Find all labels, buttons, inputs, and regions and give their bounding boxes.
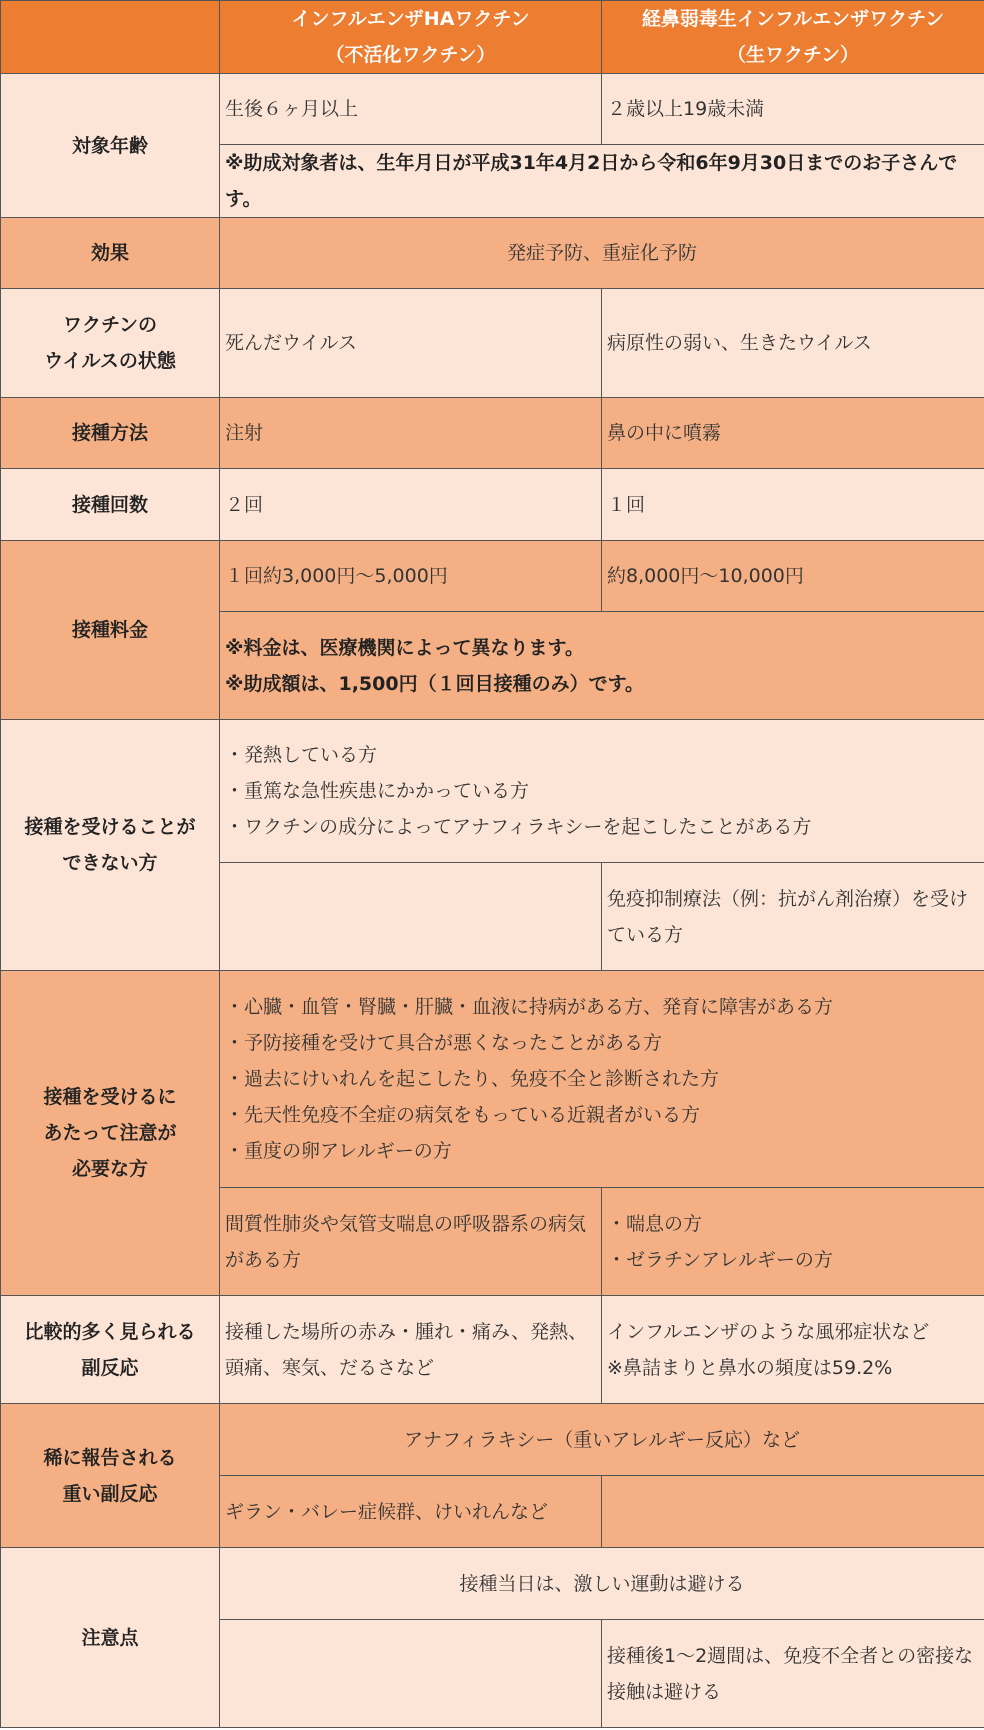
rare-label-line2: 重い副反応 [62, 1482, 158, 1505]
cannot-col2: 免疫抑制療法（例：抗がん剤治療）を受けている方 [602, 863, 984, 971]
cannot-label-line2: できない方 [62, 852, 158, 874]
effect-label: 効果 [1, 218, 220, 289]
rare-label-line1: 稀に報告される [43, 1446, 177, 1469]
caution-label-line1: 接種を受けるに [43, 1086, 177, 1108]
count-row [1, 469, 984, 541]
cannot-label [1, 720, 220, 971]
count-col2: １回 [602, 469, 984, 541]
caution-label [1, 971, 220, 1296]
header-col2-line1: 経鼻弱毒生インフルエンザワクチン [641, 8, 945, 30]
list-item: ・重篤な急性疾患にかかっている方 [225, 780, 530, 802]
fee-col1: １回約3,000円～5,000円 [220, 541, 602, 612]
list-item: ・ワクチンの成分によってアナフィラキシーを起こしたことがある方 [225, 816, 812, 838]
header-row [1, 1, 984, 74]
side-label [1, 1296, 220, 1404]
notes-both: 接種当日は、激しい運動は避ける [220, 1548, 984, 1620]
rare-row [1, 1404, 984, 1476]
fee-row [1, 541, 984, 612]
header-corner [1, 1, 220, 74]
cannot-row [1, 720, 984, 863]
side-col2-line2: ※鼻詰まりと鼻水の頻度は59.2% [607, 1356, 893, 1379]
virus-label-line1: ワクチンの [62, 314, 158, 336]
virus-col2: 病原性の弱い、生きたウイルス [602, 289, 984, 398]
notes-label: 注意点 [1, 1548, 220, 1728]
list-item: ・先天性免疫不全症の病気をもっている近親者がいる方 [225, 1104, 701, 1126]
fee-col2: 約8,000円～10,000円 [602, 541, 984, 612]
list-item: ・ゼラチンアレルギーの方 [607, 1248, 833, 1271]
header-col1-line2: （不活化ワクチン） [325, 44, 496, 66]
effect-row [1, 218, 984, 289]
notes-row [1, 1548, 984, 1620]
caution-both [220, 971, 984, 1188]
caution-label-line2: あたって注意が [43, 1122, 177, 1144]
method-col2: 鼻の中に噴霧 [602, 398, 984, 469]
age-label: 対象年齢 [1, 74, 220, 218]
rare-both: アナフィラキシー（重いアレルギー反応）など [220, 1404, 984, 1476]
age-col1: 生後６ヶ月以上 [220, 74, 602, 145]
header-live-vaccine [602, 1, 984, 74]
list-item: ・過去にけいれんを起こしたり、免疫不全と診断された方 [225, 1068, 720, 1090]
side-label-line1: 比較的多く見られる [24, 1320, 196, 1343]
side-col2 [602, 1296, 984, 1404]
caution-col1: 間質性肺炎や気管支喘息の呼吸器系の病気がある方 [220, 1188, 602, 1296]
list-item: ・重度の卵アレルギーの方 [225, 1140, 452, 1162]
list-item: ・発熱している方 [225, 744, 378, 766]
rare-label [1, 1404, 220, 1548]
age-col2: ２歳以上19歳未満 [602, 74, 984, 145]
virus-row [1, 289, 984, 398]
caution-row [1, 971, 984, 1188]
side-col2-line1: インフルエンザのような風邪症状など [607, 1320, 930, 1343]
count-col1: ２回 [220, 469, 602, 541]
virus-label [1, 289, 220, 398]
fee-label: 接種料金 [1, 541, 220, 720]
header-inactivated-vaccine [220, 1, 602, 74]
method-label: 接種方法 [1, 398, 220, 469]
age-note: ※助成対象者は、生年月日が平成31年4月2日から令和6年9月30日までのお子さんです。 [220, 145, 984, 218]
method-row [1, 398, 984, 469]
notes-col2: 接種後1～2週間は、免疫不全者との密接な接触は避ける [602, 1620, 984, 1728]
method-col1: 注射 [220, 398, 602, 469]
side-label-line2: 副反応 [81, 1356, 139, 1379]
side-effects-row [1, 1296, 984, 1404]
effect-value: 発症予防、重症化予防 [220, 218, 984, 289]
fee-note-1: ※料金は、医療機関によって異なります。 [225, 636, 584, 659]
fee-note-2: ※助成額は、1,500円（１回目接種のみ）です。 [225, 672, 645, 695]
age-row [1, 74, 984, 145]
virus-col1: 死んだウイルス [220, 289, 602, 398]
count-label: 接種回数 [1, 469, 220, 541]
virus-label-line2: ウイルスの状態 [44, 350, 176, 372]
caution-col2 [602, 1188, 984, 1296]
fee-notes [220, 612, 984, 720]
caution-label-line3: 必要な方 [71, 1158, 148, 1180]
cannot-col1 [220, 863, 602, 971]
cannot-both [220, 720, 984, 863]
list-item: ・予防接種を受けて具合が悪くなったことがある方 [225, 1032, 663, 1054]
side-col1: 接種した場所の赤み・腫れ・痛み、発熱、頭痛、寒気、だるさなど [220, 1296, 602, 1404]
header-col1-line1: インフルエンザHAワクチン [291, 8, 530, 30]
cannot-label-line1: 接種を受けることが [24, 816, 196, 838]
rare-col2 [602, 1476, 984, 1548]
list-item: ・喘息の方 [607, 1212, 703, 1235]
rare-col1: ギラン・バレー症候群、けいれんなど [220, 1476, 602, 1548]
header-col2-line2: （生ワクチン） [726, 44, 860, 66]
notes-col1 [220, 1620, 602, 1728]
list-item: ・心臓・血管・腎臓・肝臓・血液に持病がある方、発育に障害がある方 [225, 996, 834, 1018]
